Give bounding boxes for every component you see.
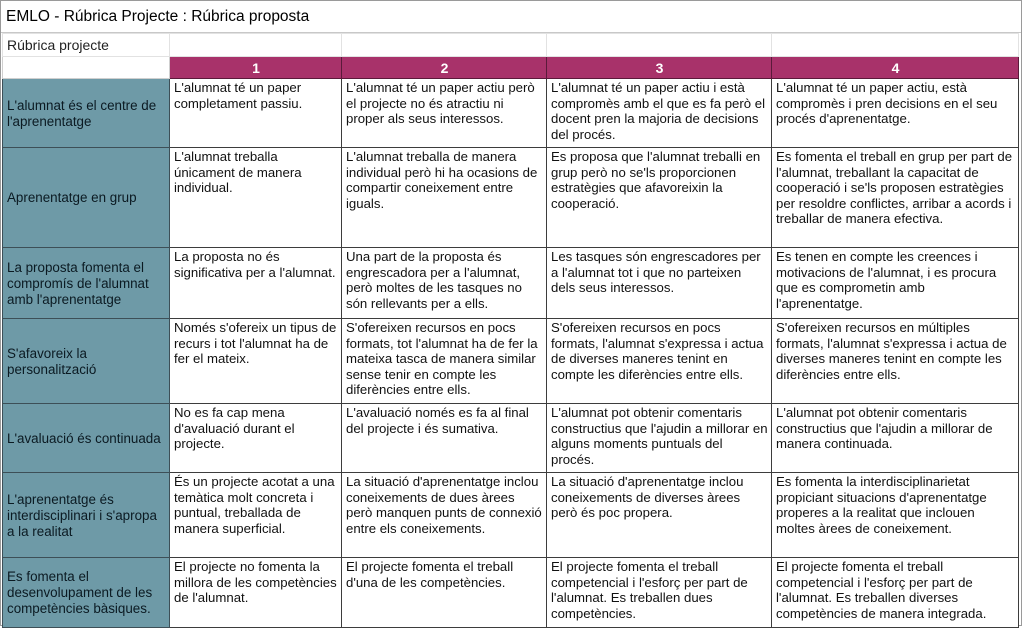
rubric-cell[interactable]: L'alumnat pot obtenir comentaris constructius que l'ajudin a millorar de manera continuada. xyxy=(772,404,1019,473)
rubric-cell[interactable]: L'alumnat té un paper actiu i està compromès amb el que es fa però el docent pren la majoria de decisions del procés. xyxy=(547,79,772,148)
rubric-cell[interactable]: S'ofereixen recursos en múltiples formats, l'alumnat s'expressa i actua de diverses maneres tenint en compte les diferències entre ells. xyxy=(772,319,1019,404)
empty-cell[interactable] xyxy=(547,34,772,57)
rubric-cell[interactable]: L'alumnat té un paper actiu, està compromès i pren decisions en el seu procés d'aprenentatge. xyxy=(772,79,1019,148)
level-header-4[interactable]: 4 xyxy=(772,57,1019,79)
rubric-row xyxy=(3,248,1019,319)
rubric-cell[interactable]: L'alumnat té un paper actiu però el projecte no és atractiu ni proper als seus interessos. xyxy=(342,79,547,148)
rubric-cell[interactable]: És un projecte acotat a una temàtica molt concreta i puntual, treballada de manera superficial. xyxy=(170,473,342,558)
rubric-cell[interactable]: L'alumnat treballa de manera individual però hi ha ocasions de compartir coneixement entre iguals. xyxy=(342,148,547,248)
rubric-cell[interactable]: No es fa cap mena d'avaluació durant el projecte. xyxy=(170,404,342,473)
rubric-row xyxy=(3,79,1019,148)
empty-cell[interactable] xyxy=(170,34,342,57)
header-corner-cell[interactable] xyxy=(3,57,170,79)
rubric-cell[interactable]: Es proposa que l'alumnat treballi en grup però no se'ls proporcionen estratègies que afavoreixin la cooperació. xyxy=(547,148,772,248)
criterion-cell[interactable]: L'alumnat és el centre de l'aprenentatge xyxy=(3,79,170,148)
rubric-cell[interactable]: Es tenen en compte les creences i motivacions de l'alumnat, i es procura que es comprometin amb l'aprenentatge. xyxy=(772,248,1019,319)
rubric-cell[interactable]: L'alumnat pot obtenir comentaris constructius que l'ajudin a millorar en alguns moments puntuals del procés. xyxy=(547,404,772,473)
rubric-cell[interactable]: L'avaluació només es fa al final del projecte i és sumativa. xyxy=(342,404,547,473)
rubric-row xyxy=(3,558,1019,628)
rubric-cell[interactable]: El projecte fomenta el treball d'una de les competències. xyxy=(342,558,547,628)
rubric-cell[interactable]: La situació d'aprenentatge inclou coneixements de diverses àrees però és poc propera. xyxy=(547,473,772,558)
rubric-cell[interactable]: El projecte fomenta el treball competencial i l'esforç per part de l'alumnat. Es treballen diverses competències de manera integrada. xyxy=(772,558,1019,628)
window-title: EMLO - Rúbrica Projecte : Rúbrica proposta xyxy=(1,1,1021,33)
rubric-cell[interactable]: La situació d'aprenentatge inclou coneixements de dues àrees però manquen punts de connexió entre els coneixements. xyxy=(342,473,547,558)
rubric-cell[interactable]: S'ofereixen recursos en pocs formats, tot l'alumnat ha de fer la mateixa tasca de manera similar sense tenir en compte les diferències entre ells. xyxy=(342,319,547,404)
level-header-1[interactable]: 1 xyxy=(170,57,342,79)
rubric-row xyxy=(3,473,1019,558)
rubric-cell[interactable]: Només s'ofereix un tipus de recurs i tot l'alumnat ha de fer el mateix. xyxy=(170,319,342,404)
rubric-cell[interactable]: L'alumnat té un paper completament passiu. xyxy=(170,79,342,148)
rubric-cell[interactable]: El projecte fomenta el treball competencial i l'esforç per part de l'alumnat. Es treballen dues competències. xyxy=(547,558,772,628)
rubric-cell[interactable]: L'alumnat treballa únicament de manera individual. xyxy=(170,148,342,248)
rubric-cell[interactable]: Es fomenta la interdisciplinarietat propiciant situacions d'aprenentatge properes a la realitat que inclouen moltes àrees de coneixement. xyxy=(772,473,1019,558)
criterion-cell[interactable]: S'afavoreix la personalització xyxy=(3,319,170,404)
rubric-cell[interactable]: S'ofereixen recursos en pocs formats, l'alumnat s'expressa i actua de diverses maneres tenint en compte les diferències entre ells. xyxy=(547,319,772,404)
criterion-cell[interactable]: L'aprenentatge és interdisciplinari i s'apropa a la realitat xyxy=(3,473,170,558)
criterion-cell[interactable]: Es fomenta el desenvolupament de les competències bàsiques. xyxy=(3,558,170,628)
criterion-cell[interactable]: La proposta fomenta el compromís de l'alumnat amb l'aprenentatge xyxy=(3,248,170,319)
rubric-row xyxy=(3,148,1019,248)
level-header-2[interactable]: 2 xyxy=(342,57,547,79)
level-header-3[interactable]: 3 xyxy=(547,57,772,79)
empty-cell[interactable] xyxy=(342,34,547,57)
rubric-table xyxy=(2,33,1019,628)
criterion-cell[interactable]: L'avaluació és continuada xyxy=(3,404,170,473)
rubric-cell[interactable]: El projecte no fomenta la millora de les competències de l'alumnat. xyxy=(170,558,342,628)
sheet-title[interactable]: Rúbrica projecte xyxy=(3,34,170,57)
rubric-row xyxy=(3,404,1019,473)
rubric-cell[interactable]: Una part de la proposta és engrescadora per a l'alumnat, però moltes de les tasques no són rellevants per a ells. xyxy=(342,248,547,319)
criterion-cell[interactable]: Aprenentatge en grup xyxy=(3,148,170,248)
rubric-cell[interactable]: Les tasques són engrescadores per a l'alumnat tot i que no parteixen dels seus interessos. xyxy=(547,248,772,319)
empty-cell[interactable] xyxy=(772,34,1019,57)
rubric-row xyxy=(3,319,1019,404)
rubric-cell[interactable]: La proposta no és significativa per a l'alumnat. xyxy=(170,248,342,319)
rubric-cell[interactable]: Es fomenta el treball en grup per part de l'alumnat, treballant la capacitat de cooperació i se'ls proposen estratègies per resoldre conflictes, arribar a acords i treballar de manera efectiva. xyxy=(772,148,1019,248)
